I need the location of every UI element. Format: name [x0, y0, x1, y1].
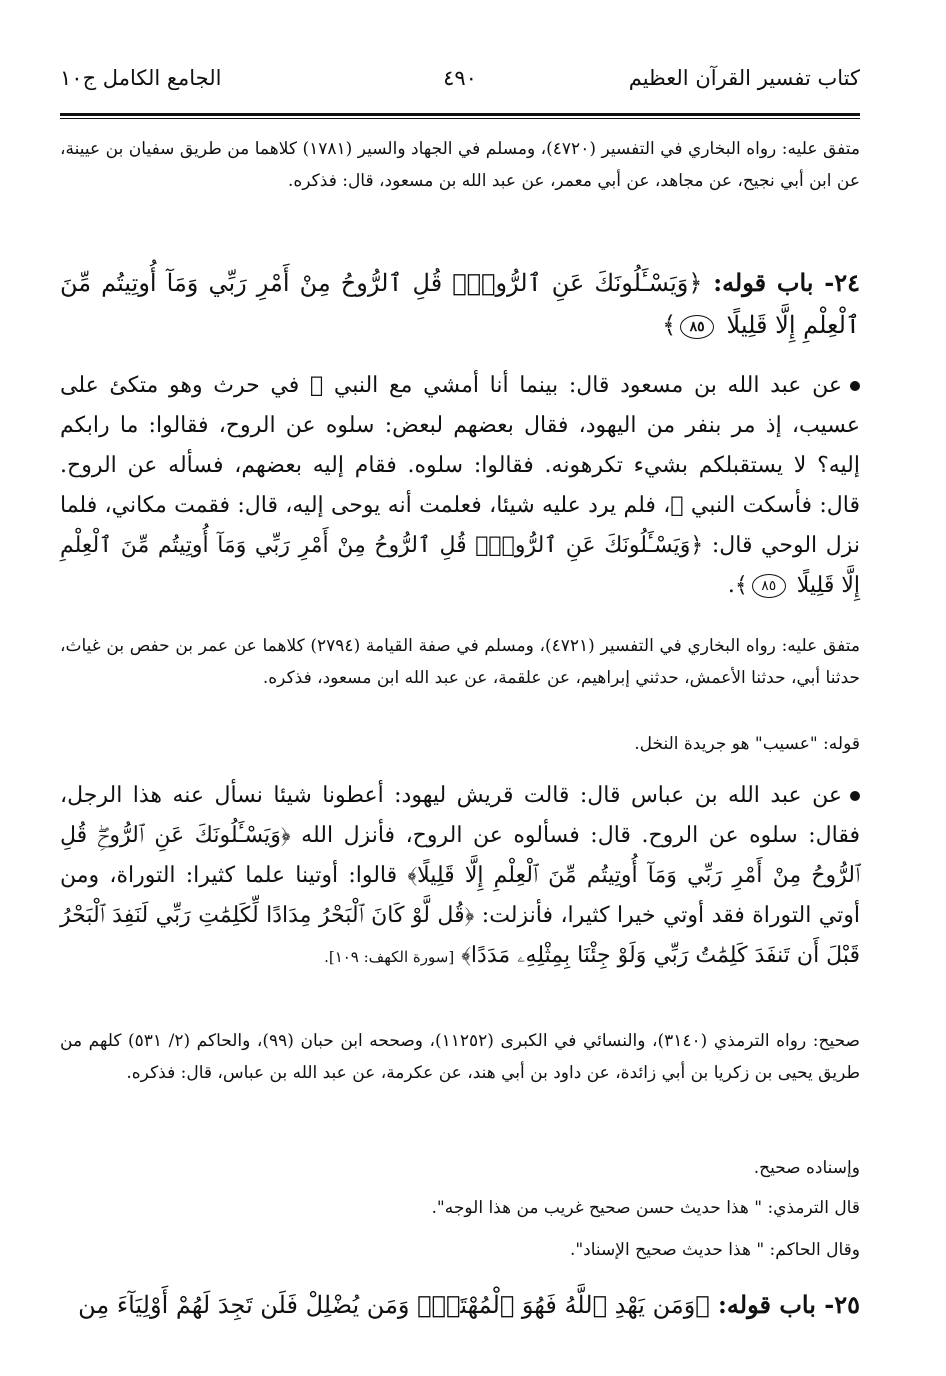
chapter-24-heading: [60, 262, 860, 346]
isnad-note: وإسناده صحيح.: [753, 1158, 860, 1178]
hakim-quote: وقال الحاكم: " هذا حديث صحيح الإسناد".: [569, 1240, 860, 1260]
chapter-25-heading: [60, 1284, 860, 1326]
hadith-1: [60, 366, 860, 606]
volume-label: الجامع الكامل ج١٠: [60, 66, 222, 90]
note-asib: قوله: "عسيب" هو جريدة النخل.: [634, 734, 860, 754]
book-title: كتاب تفسير القرآن العظيم: [628, 66, 860, 90]
running-header: [60, 66, 860, 100]
ayah-number-marker: ٨٥: [752, 574, 786, 598]
ayah-number-marker: ٨٥: [680, 315, 714, 339]
hadith-2-text: عن عبد الله بن عباس قال: قالت قريش ليهود: أعطونا شيئا نسأل عنه هذا الرجل، فقال: سلوه عن الروح. قال: فسألوه عن الروح، فأنزل الله ﴿وَيَسْـَٔلُونَكَ عَنِ ٱلرُّوحِۖ قُلِ ٱلرُّوحُ مِنْ أَمْرِ رَبِّي وَمَآ أُوتِيتُم مِّنَ ٱلْعِلْمِ إِلَّا قَلِيلًا﴾ قالوا: أوتينا علما كثيرا: التوراة، ومن أوتي التوراة فقد أوتي خيرا كثيرا، فأنزلت: ﴿قُل لَّوْ كَانَ ٱلْبَحْرُ مِدَادًا لِّكَلِمَٰتِ رَبِّي لَنَفِدَ ٱلْبَحْرُ قَبْلَ أَن تَنفَدَ كَلِمَٰتُ رَبِّي وَلَوْ جِئْنَا بِمِثْلِهِۦ مَدَدًا﴾: [60, 783, 860, 968]
page-number: ٤٩٠: [443, 66, 477, 90]
header-rule-thin: [60, 118, 860, 119]
verse-close-bracket: ﴾.: [727, 573, 748, 598]
header-rule-thick: [60, 113, 860, 116]
takhrij-paragraph-2: متفق عليه: رواه البخاري في التفسير (٤٧٢١)، ومسلم في صفة القيامة (٢٧٩٤) كلاهما عن عمر بن حفص بن غياث، حدثنا أبي، حدثنا الأعمش، حدثني إبراهيم، عن علقمة، عن عبد الله ابن مسعود، فذكره.: [60, 636, 861, 688]
surah-reference: [سورة الكهف: ١٠٩].: [324, 948, 455, 966]
bullet-icon: [850, 381, 860, 391]
hadith-2: [60, 776, 860, 977]
hadith-1-text: عن عبد الله بن مسعود قال: بينما أنا أمشي مع النبي ﷺ في حرث وهو متكئ على عسيب، إذ مر بنفر من اليهود، فقال بعضهم لبعض: سلوه عن الروح، فقالوا: ما رابكم إليه؟ لا يستقبلكم بشيء تكرهونه. فقالوا: سلوه. فقام إليه بعضهم، فسأله عن الروح. قال: فأسكت النبي ﷺ، فلم يرد عليه شيئا، فعلمت أنه يوحى إليه، قال: فقمت مكاني، فلما نزل الوحي قال: ﴿وَيَسْـَٔلُونَكَ عَنِ ٱلرُّوحِۖ قُلِ ٱلرُّوحُ مِنْ أَمْرِ رَبِّي وَمَآ أُوتِيتُم مِّنَ ٱلْعِلْمِ إِلَّا قَلِيلًا: [60, 373, 860, 598]
takhrij-paragraph-1: متفق عليه: رواه البخاري في التفسير (٤٧٢٠)، ومسلم في الجهاد والسير (١٧٨١) كلاهما من طريق سفيان بن عيينة، عن ابن أبي نجيح، عن مجاهد، عن أبي معمر، عن عبد الله بن مسعود، قال: فذكره.: [60, 139, 861, 191]
verse-close-bracket: ﴾: [662, 311, 677, 339]
chapter-25-label: ٢٥- باب قوله:: [718, 1290, 860, 1319]
takhrij-paragraph-3: صحيح: رواه الترمذي (٣١٤٠)، والنسائي في الكبرى (١١٢٥٢)، وصححه ابن حبان (٩٩)، والحاكم (٢/ ٥٣١) كلهم من طريق يحيى بن زكريا بن أبي زائدة، عن داود بن أبي هند، عن عكرمة، عن عبد الله بن عباس، قال: فذكره.: [60, 1031, 860, 1083]
chapter-25-verse: ﴿وَمَن يَهْدِ ٱللَّهُ فَهُوَ ٱلْمُهْتَدِۖ وَمَن يُضْلِلْ فَلَن تَجِدَ لَهُمْ أَوْلِيَآءَ مِن: [78, 1291, 710, 1319]
chapter-24-label: ٢٤- باب قوله:: [713, 268, 861, 297]
bullet-icon: [850, 791, 860, 801]
tirmidhi-quote: قال الترمذي: " هذا حديث حسن صحيح غريب من هذا الوجه".: [431, 1198, 860, 1218]
chapter-24-verse: ﴿وَيَسْـَٔلُونَكَ عَنِ ٱلرُّوحِۖ قُلِ ٱلرُّوحُ مِنْ أَمْرِ رَبِّي وَمَآ أُوتِيتُم مِّنَ ٱلْعِلْمِ إِلَّا قَلِيلًا: [60, 269, 860, 339]
